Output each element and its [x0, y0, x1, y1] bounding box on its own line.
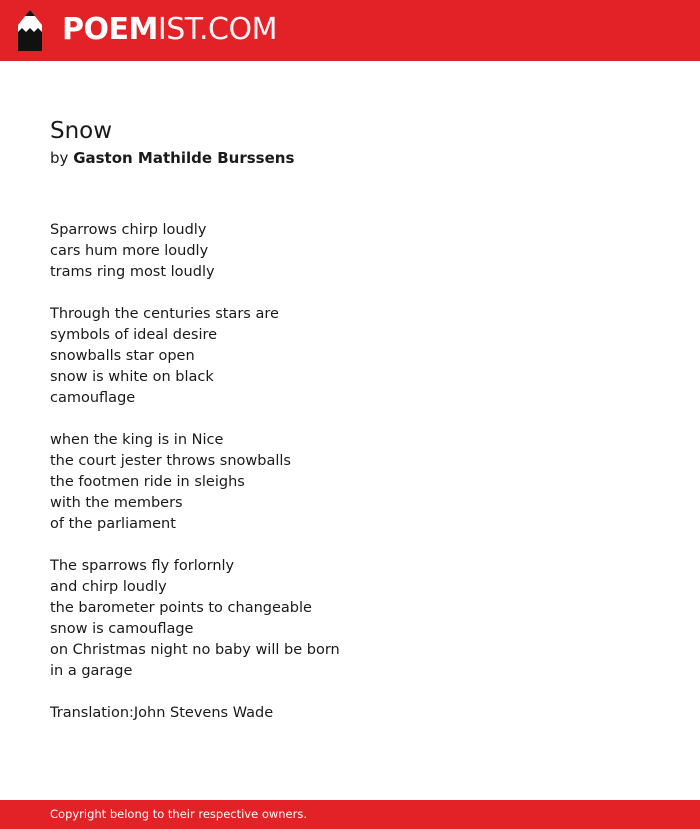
- by-label: by: [50, 149, 69, 167]
- site-footer: [0, 800, 700, 829]
- poem-line: snow is white on black: [50, 369, 214, 385]
- poem-line: cars hum more loudly: [50, 243, 209, 259]
- pencil-icon[interactable]: [18, 10, 42, 51]
- poem-line: the barometer points to changeable: [50, 600, 312, 616]
- poem-line: of the parliament: [50, 516, 176, 532]
- poem-byline: [50, 147, 650, 169]
- stanza: [50, 220, 650, 283]
- translation-credit: Translation:John Stevens Wade: [50, 705, 274, 721]
- poem-line: when the king is in Nice: [50, 432, 224, 448]
- brand-light: IST.COM: [157, 12, 277, 47]
- poem-line: Through the centuries stars are: [50, 306, 279, 322]
- poem-line: The sparrows fly forlornly: [50, 558, 235, 574]
- poem-author: Gaston Mathilde Burssens: [73, 149, 295, 167]
- copyright-notice: Copyright belong to their respective owners.: [50, 807, 308, 821]
- stanza: [50, 430, 650, 535]
- poem-line: the court jester throws snowballs: [50, 453, 291, 469]
- site-header: [0, 0, 700, 61]
- brand-strong: POEM: [62, 12, 158, 47]
- poem-line: the footmen ride in sleighs: [50, 474, 245, 490]
- poem-line: and chirp loudly: [50, 579, 167, 595]
- poem-line: snow is camouflage: [50, 621, 194, 637]
- poem-content: [50, 115, 650, 745]
- poem-line: trams ring most loudly: [50, 264, 215, 280]
- poem-line: on Christmas night no baby will be born: [50, 642, 340, 658]
- stanza: [50, 703, 650, 724]
- poem-line: camouflage: [50, 390, 136, 406]
- poem-body: [50, 220, 650, 724]
- poem-title: Snow: [50, 118, 113, 144]
- poem-line: with the members: [50, 495, 183, 511]
- stanza: [50, 556, 650, 682]
- poem-line: in a garage: [50, 663, 133, 679]
- stanza: [50, 304, 650, 409]
- poem-line: Sparrows chirp loudly: [50, 222, 207, 238]
- poem-line: symbols of ideal desire: [50, 327, 218, 343]
- site-logo[interactable]: [62, 12, 277, 48]
- poem-line: snowballs star open: [50, 348, 195, 364]
